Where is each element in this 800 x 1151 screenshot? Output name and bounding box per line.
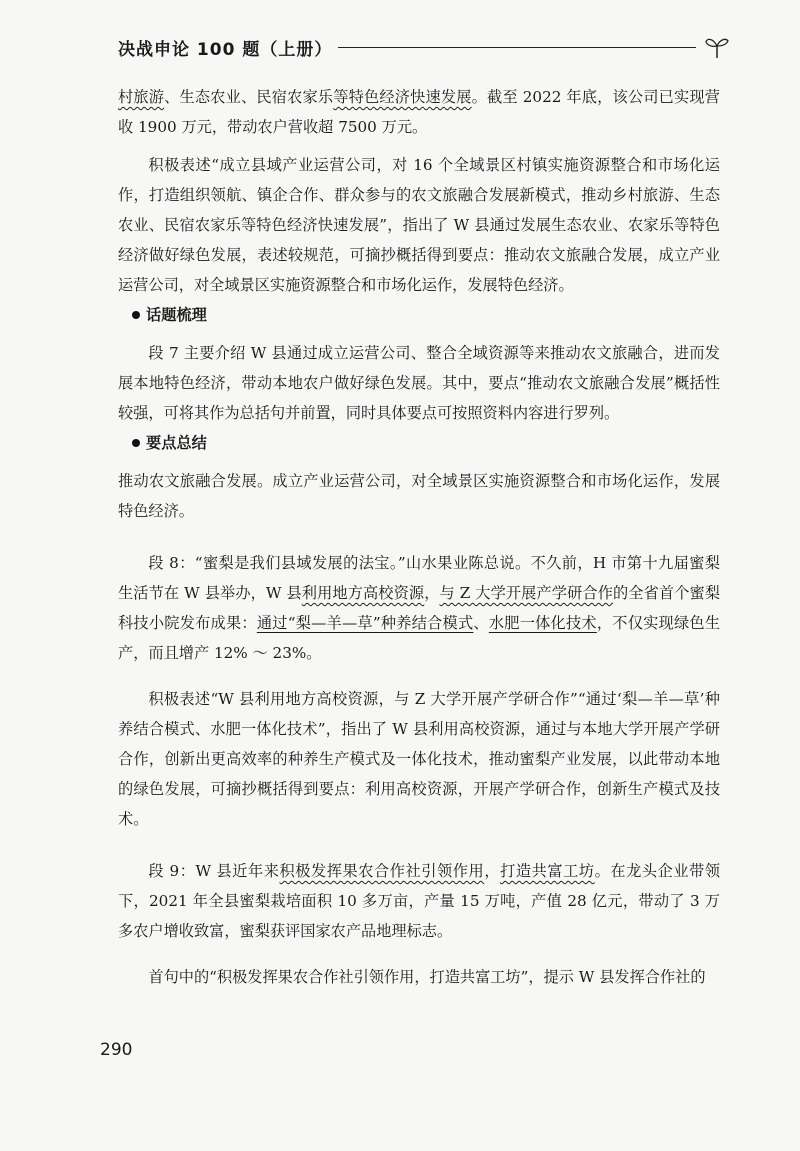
header-rule	[338, 47, 696, 48]
page-number: 290	[100, 1040, 133, 1060]
underlined-phrase: 利用地方高校资源	[301, 584, 425, 602]
underlined-phrase: 与 Z 大学开展产学研合作	[439, 584, 613, 602]
underlined-phrase: 水肥一体化技术	[488, 614, 597, 632]
section-heading-topic: 话题梳理	[118, 300, 720, 330]
material-paragraph-9: 段 9：W 县近年来积极发挥果农合作社引领作用，打造共富工坊。在龙头企业带领下，2021 年全县蜜梨栽培面积 10 多万亩，产量 15 万吨，产值 28 亿元，带动了 3 万多农户增收致富，蜜梨获评国家农产品地理标志。	[118, 862, 721, 940]
summary-paragraph: 推动农文旅融合发展。成立产业运营公司，对全域景区实施资源整合和市场化运作，发展特色经济。	[118, 472, 720, 520]
page-body	[118, 82, 720, 992]
topic-paragraph: 段 7 主要介绍 W 县通过成立运营公司、整合全域资源等来推动农文旅融合，进而发展本地特色经济，带动本地农户做好绿色发展。其中，要点“推动农文旅融合发展”概括性较强，可将其作为总括句并前置，同时具体要点可按照资料内容进行罗列。	[118, 344, 720, 422]
underlined-phrase: 积极发挥果农合作社引领作用	[279, 862, 485, 880]
paragraph-continued: 村旅游、生态农业、民宿农家乐等特色经济快速发展。截至 2022 年底，该公司已实现营收 1900 万元，带动农户营收超 7500 万元。	[118, 88, 720, 136]
bullet-icon	[132, 439, 140, 447]
running-header	[118, 34, 730, 60]
sprout-icon	[704, 34, 730, 60]
underlined-phrase: 打造共富工坊	[500, 862, 595, 880]
underlined-phrase: 通过“梨—羊—草”种养结合模式	[256, 614, 474, 632]
analysis-paragraph: 积极表述“W 县利用地方高校资源，与 Z 大学开展产学研合作”“通过‘梨—羊—草’种养结合模式、水肥一体化技术”，指出了 W 县利用高校资源，通过与本地大学开展产学研合作，创新出更高效率的种养生产模式及一体化技术，推动蜜梨产业发展，以此带动本地的绿色发展，可摘抄概括得到要点：利用高校资源，开展产学研合作，创新生产模式及技术。	[118, 690, 720, 828]
underlined-phrase: 等特色经济快速发展	[333, 88, 472, 106]
section-heading-summary: 要点总结	[118, 428, 720, 458]
bullet-icon	[132, 311, 140, 319]
underlined-phrase: 村旅游	[118, 88, 165, 106]
book-title: 决战申论 100 题（上册）	[118, 39, 333, 60]
analysis-paragraph: 积极表述“成立县域产业运营公司，对 16 个全域景区村镇实施资源整合和市场化运作，打造组织领航、镇企合作、群众参与的农文旅融合发展新模式，推动乡村旅游、生态农业、民宿农家乐等特色经济快速发展”，指出了 W 县通过发展生态农业、农家乐等特色经济做好绿色发展，表述较规范，可摘抄概括得到要点：推动农文旅融合发展，成立产业运营公司，对全域景区实施资源整合和市场化运作，发展特色经济。	[118, 156, 720, 294]
analysis-paragraph: 首句中的“积极发挥果农合作社引领作用，打造共富工坊”，提示 W 县发挥合作社的	[148, 968, 706, 986]
material-paragraph-8: 段 8：“蜜梨是我们县域发展的法宝。”山水果业陈总说。不久前，H 市第十九届蜜梨生活节在 W 县举办，W 县利用地方高校资源，与 Z 大学开展产学研合作的全省首个蜜梨科技小院发布成果：通过“梨—羊—草”种养结合模式、水肥一体化技术，不仅实现绿色生产，而且增产 12% ～ 23%。	[118, 554, 721, 662]
